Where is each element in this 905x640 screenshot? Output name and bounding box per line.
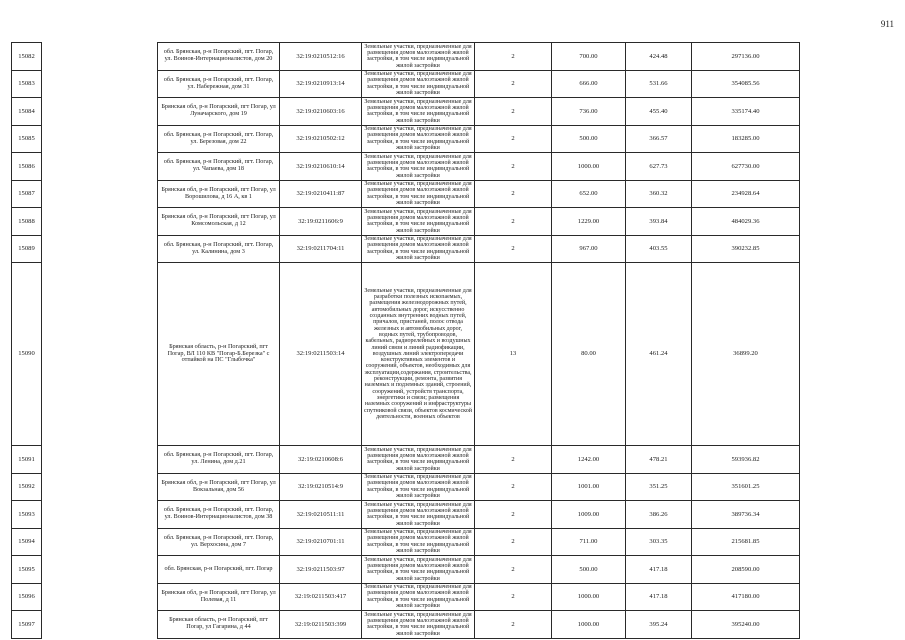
group-cell: 2 bbox=[475, 208, 552, 236]
land-use-cell: Земельные участки, предназначенные для размещения домов малоэтажной жилой застройки, в том числе индивидуальной жилой застройки bbox=[362, 125, 475, 153]
page-number: 911 bbox=[880, 19, 894, 29]
table-row bbox=[12, 208, 800, 236]
record-number: 15094 bbox=[12, 528, 42, 556]
cadastral-value-cell: 395240.00 bbox=[692, 611, 800, 639]
cadastral-number-cell: 32:19:0210514:9 bbox=[280, 473, 362, 501]
record-number: 15093 bbox=[12, 501, 42, 529]
land-use-cell: Земельные участки, предназначенные для размещения домов малоэтажной жилой застройки, в том числе индивидуальной жилой застройки bbox=[362, 70, 475, 98]
land-use-cell: Земельные участки, предназначенные для размещения домов малоэтажной жилой застройки, в том числе индивидуальной жилой застройки bbox=[362, 528, 475, 556]
area-cell: 80.00 bbox=[552, 263, 626, 446]
cadastral-value-cell: 390232.85 bbox=[692, 235, 800, 263]
group-cell: 2 bbox=[475, 556, 552, 584]
blank-cell bbox=[42, 556, 158, 584]
cadastral-value-cell: 335174.40 bbox=[692, 98, 800, 126]
table-row bbox=[12, 153, 800, 181]
cadastral-value-cell: 354085.56 bbox=[692, 70, 800, 98]
cadastral-number-cell: 32:19:0210603:16 bbox=[280, 98, 362, 126]
cadastral-number-cell: 32:19:0211503:97 bbox=[280, 556, 362, 584]
area-cell: 967.00 bbox=[552, 235, 626, 263]
area-cell: 1000.00 bbox=[552, 153, 626, 181]
land-use-cell: Земельные участки, предназначенные для разработки полезных ископаемых, размещения железнодорожных путей, автомобильных дорог, искусственно созданных внутренних водных путей, причалов, пристаней, полос отвода железных и автомобильных дорог, водных путей, трубопроводов, кабельных, радиорелейных и воздушных линий связи и линий радиофикации, воздушных линий электропередачи конструктивных элементов и сооружений, объектов, необходимых для эксплуатации,содержания, строительства, реконструкции, ремонта, развития наземных и подземных зданий, строений, сооружений, устройств транспорта, энергетики и связи; размещения наземных сооружений и инфраструктуры спутниковой связи, объектов космической деятельности, военных объектов bbox=[362, 263, 475, 446]
record-number: 15096 bbox=[12, 583, 42, 611]
area-cell: 500.00 bbox=[552, 556, 626, 584]
area-cell: 736.00 bbox=[552, 98, 626, 126]
record-number: 15083 bbox=[12, 70, 42, 98]
blank-cell bbox=[42, 446, 158, 474]
cadastral-value-cell: 183285.00 bbox=[692, 125, 800, 153]
blank-cell bbox=[42, 98, 158, 126]
table-row bbox=[12, 180, 800, 208]
address-cell: Брянская обл, р-н Погарский, пгт Погар, ул Луначарского, дом 19 bbox=[158, 98, 280, 126]
specific-value-cell: 360.32 bbox=[626, 180, 692, 208]
address-cell: обл. Брянская, р-н Погарский, пгт. Погар, ул. Воинов-Интернационалистов, дом 20 bbox=[158, 43, 280, 71]
specific-value-cell: 417.18 bbox=[626, 583, 692, 611]
specific-value-cell: 395.24 bbox=[626, 611, 692, 639]
land-use-cell: Земельные участки, предназначенные для размещения домов малоэтажной жилой застройки, в том числе индивидуальной жилой застройки bbox=[362, 501, 475, 529]
address-cell: Брянская область, р-н Погарский, пгт Погар, ВЛ 110 КВ "Погар-Б.Березка" с отпайкой на ПС "Глыбочка" bbox=[158, 263, 280, 446]
specific-value-cell: 351.25 bbox=[626, 473, 692, 501]
land-use-cell: Земельные участки, предназначенные для размещения домов малоэтажной жилой застройки, в том числе индивидуальной жилой застройки bbox=[362, 556, 475, 584]
area-cell: 1009.00 bbox=[552, 501, 626, 529]
specific-value-cell: 417.18 bbox=[626, 556, 692, 584]
cadastral-number-cell: 32:19:0210411:87 bbox=[280, 180, 362, 208]
record-number: 15088 bbox=[12, 208, 42, 236]
land-use-cell: Земельные участки, предназначенные для размещения домов малоэтажной жилой застройки, в том числе индивидуальной жилой застройки bbox=[362, 583, 475, 611]
group-cell: 2 bbox=[475, 153, 552, 181]
group-cell: 2 bbox=[475, 446, 552, 474]
cadastral-number-cell: 32:19:0211503:399 bbox=[280, 611, 362, 639]
blank-cell bbox=[42, 501, 158, 529]
cadastral-value-cell: 234928.64 bbox=[692, 180, 800, 208]
record-number: 15084 bbox=[12, 98, 42, 126]
specific-value-cell: 627.73 bbox=[626, 153, 692, 181]
blank-cell bbox=[42, 180, 158, 208]
address-cell: обл. Брянская, р-н Погарский, пгт. Погар, ул. Березовая, дом 22 bbox=[158, 125, 280, 153]
cadastral-number-cell: 32:19:0211503:417 bbox=[280, 583, 362, 611]
group-cell: 2 bbox=[475, 528, 552, 556]
group-cell: 2 bbox=[475, 473, 552, 501]
blank-cell bbox=[42, 611, 158, 639]
address-cell: обл. Брянская, р-н Погарский, пгт. Погар, ул. Калинина, дом 3 bbox=[158, 235, 280, 263]
area-cell: 500.00 bbox=[552, 125, 626, 153]
table-row bbox=[12, 611, 800, 639]
cadastral-number-cell: 32:19:0211606:9 bbox=[280, 208, 362, 236]
area-cell: 700.00 bbox=[552, 43, 626, 71]
land-use-cell: Земельные участки, предназначенные для размещения домов малоэтажной жилой застройки, в том числе индивидуальной жилой застройки bbox=[362, 180, 475, 208]
blank-cell bbox=[42, 125, 158, 153]
table-row bbox=[12, 501, 800, 529]
address-cell: Брянская обл, р-н Погарский, пгт Погар, ул Вокзальная, дом 56 bbox=[158, 473, 280, 501]
address-cell: Брянская обл, р-н Погарский, пгт Погар, ул Ворошилова, д 16 А, кв 1 bbox=[158, 180, 280, 208]
cadastral-number-cell: 32:19:0211503:14 bbox=[280, 263, 362, 446]
table-row bbox=[12, 235, 800, 263]
cadastral-value-cell: 297136.00 bbox=[692, 43, 800, 71]
blank-cell bbox=[42, 208, 158, 236]
cadastral-number-cell: 32:19:0211704:11 bbox=[280, 235, 362, 263]
record-number: 15095 bbox=[12, 556, 42, 584]
specific-value-cell: 478.21 bbox=[626, 446, 692, 474]
cadastral-number-cell: 32:19:0210511:11 bbox=[280, 501, 362, 529]
land-use-cell: Земельные участки, предназначенные для размещения домов малоэтажной жилой застройки, в том числе индивидуальной жилой застройки bbox=[362, 446, 475, 474]
area-cell: 666.00 bbox=[552, 70, 626, 98]
cadastral-value-cell: 484029.36 bbox=[692, 208, 800, 236]
blank-cell bbox=[42, 263, 158, 446]
blank-cell bbox=[42, 528, 158, 556]
group-cell: 2 bbox=[475, 611, 552, 639]
land-use-cell: Земельные участки, предназначенные для размещения домов малоэтажной жилой застройки, в том числе индивидуальной жилой застройки bbox=[362, 43, 475, 71]
group-cell: 2 bbox=[475, 180, 552, 208]
group-cell: 2 bbox=[475, 583, 552, 611]
specific-value-cell: 455.40 bbox=[626, 98, 692, 126]
land-use-cell: Земельные участки, предназначенные для размещения домов малоэтажной жилой застройки, в том числе индивидуальной жилой застройки bbox=[362, 473, 475, 501]
cadastral-number-cell: 32:19:0210610:14 bbox=[280, 153, 362, 181]
group-cell: 2 bbox=[475, 501, 552, 529]
cadastral-value-table bbox=[11, 42, 800, 639]
group-cell: 2 bbox=[475, 43, 552, 71]
land-use-cell: Земельные участки, предназначенные для размещения домов малоэтажной жилой застройки, в том числе индивидуальной жилой застройки bbox=[362, 611, 475, 639]
area-cell: 1229.00 bbox=[552, 208, 626, 236]
table-row bbox=[12, 528, 800, 556]
specific-value-cell: 303.35 bbox=[626, 528, 692, 556]
table-row bbox=[12, 473, 800, 501]
address-cell: Брянская обл, р-н Погарский, пгт Погар, ул Полевая, д 11 bbox=[158, 583, 280, 611]
table-row bbox=[12, 43, 800, 71]
cadastral-value-cell: 208590.00 bbox=[692, 556, 800, 584]
cadastral-value-cell: 215681.85 bbox=[692, 528, 800, 556]
group-cell: 13 bbox=[475, 263, 552, 446]
cadastral-value-cell: 593936.82 bbox=[692, 446, 800, 474]
specific-value-cell: 531.66 bbox=[626, 70, 692, 98]
blank-cell bbox=[42, 153, 158, 181]
specific-value-cell: 393.84 bbox=[626, 208, 692, 236]
specific-value-cell: 424.48 bbox=[626, 43, 692, 71]
land-use-cell: Земельные участки, предназначенные для размещения домов малоэтажной жилой застройки, в том числе индивидуальной жилой застройки bbox=[362, 153, 475, 181]
record-number: 15097 bbox=[12, 611, 42, 639]
cadastral-value-cell: 627730.00 bbox=[692, 153, 800, 181]
address-cell: Брянская обл, р-н Погарский, пгт Погар, ул Комсомольская, д 12 bbox=[158, 208, 280, 236]
cadastral-number-cell: 32:19:0210502:12 bbox=[280, 125, 362, 153]
address-cell: обл. Брянская, р-н Погарский, пгт. Погар, ул. Чапаева, дом 18 bbox=[158, 153, 280, 181]
record-number: 15086 bbox=[12, 153, 42, 181]
table-row bbox=[12, 125, 800, 153]
record-number: 15090 bbox=[12, 263, 42, 446]
area-cell: 1000.00 bbox=[552, 583, 626, 611]
group-cell: 2 bbox=[475, 98, 552, 126]
group-cell: 2 bbox=[475, 125, 552, 153]
address-cell: обл. Брянская, р-н Погарский, пгт. Погар bbox=[158, 556, 280, 584]
blank-cell bbox=[42, 70, 158, 98]
record-number: 15092 bbox=[12, 473, 42, 501]
address-cell: Брянская область, р-н Погарский, пгт Погар, ул Гагарина, д 44 bbox=[158, 611, 280, 639]
blank-cell bbox=[42, 583, 158, 611]
cadastral-number-cell: 32:19:0210913:14 bbox=[280, 70, 362, 98]
table-row bbox=[12, 583, 800, 611]
cadastral-value-cell: 351601.25 bbox=[692, 473, 800, 501]
record-number: 15089 bbox=[12, 235, 42, 263]
group-cell: 2 bbox=[475, 70, 552, 98]
address-cell: обл. Брянская, р-н Погарский, пгт. Погар, ул. Ленина, дом д.21 bbox=[158, 446, 280, 474]
land-use-cell: Земельные участки, предназначенные для размещения домов малоэтажной жилой застройки, в том числе индивидуальной жилой застройки bbox=[362, 98, 475, 126]
area-cell: 711.00 bbox=[552, 528, 626, 556]
blank-cell bbox=[42, 43, 158, 71]
address-cell: обл. Брянская, р-н Погарский, пгт. Погар, ул. Набережная, дом 31 bbox=[158, 70, 280, 98]
table-row bbox=[12, 70, 800, 98]
table-row bbox=[12, 556, 800, 584]
address-cell: обл. Брянская, р-н Погарский, пгт. Погар, ул. Воинов-Интернационалистов, дом 38 bbox=[158, 501, 280, 529]
specific-value-cell: 386.26 bbox=[626, 501, 692, 529]
cadastral-value-cell: 389736.34 bbox=[692, 501, 800, 529]
record-number: 15087 bbox=[12, 180, 42, 208]
group-cell: 2 bbox=[475, 235, 552, 263]
area-cell: 1000.00 bbox=[552, 611, 626, 639]
table-row bbox=[12, 98, 800, 126]
specific-value-cell: 403.55 bbox=[626, 235, 692, 263]
record-number: 15091 bbox=[12, 446, 42, 474]
area-cell: 652.00 bbox=[552, 180, 626, 208]
cadastral-value-cell: 36899.20 bbox=[692, 263, 800, 446]
cadastral-number-cell: 32:19:0210701:11 bbox=[280, 528, 362, 556]
cadastral-number-cell: 32:19:0210608:6 bbox=[280, 446, 362, 474]
record-number: 15085 bbox=[12, 125, 42, 153]
blank-cell bbox=[42, 235, 158, 263]
cadastral-number-cell: 32:19:0210512:16 bbox=[280, 43, 362, 71]
specific-value-cell: 461.24 bbox=[626, 263, 692, 446]
address-cell: обл. Брянская, р-н Погарский, пгт. Погар, ул. Верхосина, дом 7 bbox=[158, 528, 280, 556]
specific-value-cell: 366.57 bbox=[626, 125, 692, 153]
land-use-cell: Земельные участки, предназначенные для размещения домов малоэтажной жилой застройки, в том числе индивидуальной жилой застройки bbox=[362, 235, 475, 263]
table-row bbox=[12, 446, 800, 474]
land-use-cell: Земельные участки, предназначенные для размещения домов малоэтажной жилой застройки, в том числе индивидуальной жилой застройки bbox=[362, 208, 475, 236]
area-cell: 1242.00 bbox=[552, 446, 626, 474]
blank-cell bbox=[42, 473, 158, 501]
table-row bbox=[12, 263, 800, 446]
record-number: 15082 bbox=[12, 43, 42, 71]
area-cell: 1001.00 bbox=[552, 473, 626, 501]
cadastral-value-cell: 417180.00 bbox=[692, 583, 800, 611]
